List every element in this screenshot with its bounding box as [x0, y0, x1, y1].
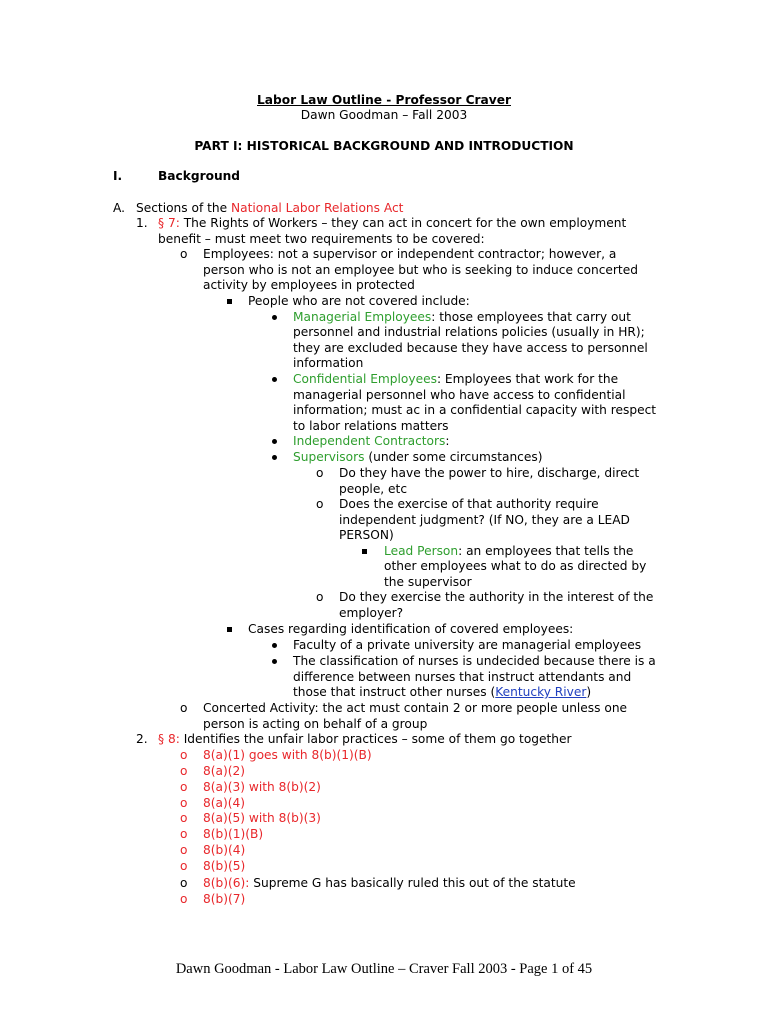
- o-bullet-icon: o: [316, 590, 324, 604]
- section-number: I.: [113, 169, 123, 183]
- question-1-line-1: Do they have the power to hire, discharge, direct: [339, 466, 640, 480]
- lead-person-line-3: the supervisor: [384, 575, 472, 589]
- concerted-line-2: person is acting on behalf of a group: [203, 717, 428, 731]
- o-bullet-icon: o: [180, 859, 188, 873]
- managerial-line-3: they are excluded because they have access to personnel: [293, 341, 648, 355]
- case-2-line-1: The classification of nurses is undecided because there is a: [293, 654, 656, 668]
- s8-item: 8(b)(7): [203, 892, 246, 906]
- round-bullet-icon: [272, 637, 277, 653]
- subsection-letter: A.: [113, 201, 125, 215]
- o-bullet-icon: o: [180, 247, 188, 261]
- o-bullet-icon: o: [180, 827, 188, 841]
- supervisors-label: Supervisors: [293, 450, 365, 464]
- employees-line-2: person who is not an employee but who is seeking to induce concerted: [203, 263, 638, 277]
- case-2-line-3: those that instruct other nurses (Kentucky River): [293, 685, 592, 699]
- round-bullet-icon: [272, 449, 277, 465]
- o-bullet-icon: o: [180, 764, 188, 778]
- kentucky-river-link[interactable]: Kentucky River: [495, 685, 587, 699]
- question-3-line-2: employer?: [339, 606, 404, 620]
- o-bullet-icon: o: [180, 748, 188, 762]
- o-bullet-icon: o: [180, 811, 188, 825]
- case-2-line-2: difference between nurses that instruct attendants and: [293, 670, 632, 684]
- managerial-label: Managerial Employees: [293, 310, 432, 324]
- s8-item: 8(a)(2): [203, 764, 245, 778]
- confidential-line-2: managerial personnel who have access to confidential: [293, 388, 626, 402]
- o-bullet-icon: o: [180, 843, 188, 857]
- o-bullet-icon: o: [180, 796, 188, 810]
- o-bullet-icon: o: [180, 701, 188, 715]
- concerted-line-1: Concerted Activity: the act must contain 2 or more people unless one: [203, 701, 628, 715]
- lead-person-line-1: Lead Person: an employees that tells the: [384, 544, 634, 558]
- s8-item-6: 8(b)(6): Supreme G has basically ruled this out of the statute: [203, 876, 576, 890]
- round-bullet-icon: [272, 371, 277, 387]
- section-title: Background: [158, 169, 241, 183]
- doc-title: Labor Law Outline - Professor Craver: [257, 93, 511, 107]
- s8-item: 8(a)(3) with 8(b)(2): [203, 780, 321, 794]
- s8-item: 8(b)(4): [203, 843, 246, 857]
- employees-line-1: Employees: not a supervisor or independent contractor; however, a: [203, 247, 617, 261]
- square-bullet-icon: [362, 543, 367, 559]
- s7-tag: § 7:: [158, 216, 180, 230]
- o-bullet-icon: o: [316, 466, 324, 480]
- question-3-line-1: Do they exercise the authority in the interest of the: [339, 590, 654, 604]
- part-heading: PART I: HISTORICAL BACKGROUND AND INTRODUCTION: [194, 139, 574, 153]
- o-bullet-icon: o: [180, 780, 188, 794]
- supervisors-line: Supervisors (under some circumstances): [293, 450, 543, 464]
- s8-intro: § 8: Identifies the unfair labor practices – some of them go together: [158, 732, 572, 746]
- question-1-line-2: people, etc: [339, 482, 408, 496]
- subsection-heading: Sections of the National Labor Relations Act: [136, 201, 404, 215]
- item-number-1: 1.: [136, 216, 148, 230]
- managerial-line-4: information: [293, 356, 364, 370]
- nlra-name: National Labor Relations Act: [231, 201, 404, 215]
- round-bullet-icon: [272, 433, 277, 449]
- not-covered-heading: People who are not covered include:: [248, 294, 470, 308]
- o-bullet-icon: o: [180, 892, 188, 906]
- confidential-line-3: information; must ac in a confidential capacity with respect: [293, 403, 657, 417]
- square-bullet-icon: [227, 621, 232, 637]
- s8-item: 8(a)(1) goes with 8(b)(1)(B): [203, 748, 372, 762]
- question-2-line-2: independent judgment? (If NO, they are a LEAD: [339, 513, 630, 527]
- managerial-line-2: personnel and industrial relations policies (usually in HR);: [293, 325, 645, 339]
- confidential-line-4: to labor relations matters: [293, 419, 449, 433]
- o-bullet-icon: o: [180, 876, 188, 890]
- confidential-line-1: Confidential Employees: Employees that work for the: [293, 372, 619, 386]
- case-1: Faculty of a private university are managerial employees: [293, 638, 642, 652]
- round-bullet-icon: [272, 309, 277, 325]
- independent-line: Independent Contractors:: [293, 434, 450, 448]
- confidential-label: Confidential Employees: [293, 372, 437, 386]
- s8-item: 8(a)(5) with 8(b)(3): [203, 811, 321, 825]
- cases-heading: Cases regarding identification of covered employees:: [248, 622, 574, 636]
- s8-item: 8(b)(5): [203, 859, 246, 873]
- square-bullet-icon: [227, 293, 232, 309]
- s8-tag: § 8:: [158, 732, 180, 746]
- managerial-line-1: Managerial Employees: those employees that carry out: [293, 310, 631, 324]
- question-2-line-3: PERSON): [339, 528, 394, 542]
- page-footer: Dawn Goodman - Labor Law Outline – Craver Fall 2003 - Page 1 of 45: [175, 961, 593, 977]
- independent-label: Independent Contractors: [293, 434, 446, 448]
- lead-person-line-2: other employees what to do as directed by: [384, 559, 647, 573]
- round-bullet-icon: [272, 653, 277, 669]
- doc-subtitle: Dawn Goodman – Fall 2003: [300, 108, 468, 122]
- lead-person-label: Lead Person: [384, 544, 459, 558]
- employees-line-3: activity by employees in protected: [203, 278, 415, 292]
- s7-line-2: benefit – must meet two requirements to be covered:: [158, 232, 485, 246]
- s8-item: 8(b)(1)(B): [203, 827, 264, 841]
- o-bullet-icon: o: [316, 497, 324, 511]
- item-number-2: 2.: [136, 732, 148, 746]
- s7-line-1: § 7: The Rights of Workers – they can act in concert for the own employment: [158, 216, 627, 230]
- s8-item: 8(a)(4): [203, 796, 245, 810]
- s8-item-6-label: 8(b)(6):: [203, 876, 250, 890]
- question-2-line-1: Does the exercise of that authority require: [339, 497, 599, 511]
